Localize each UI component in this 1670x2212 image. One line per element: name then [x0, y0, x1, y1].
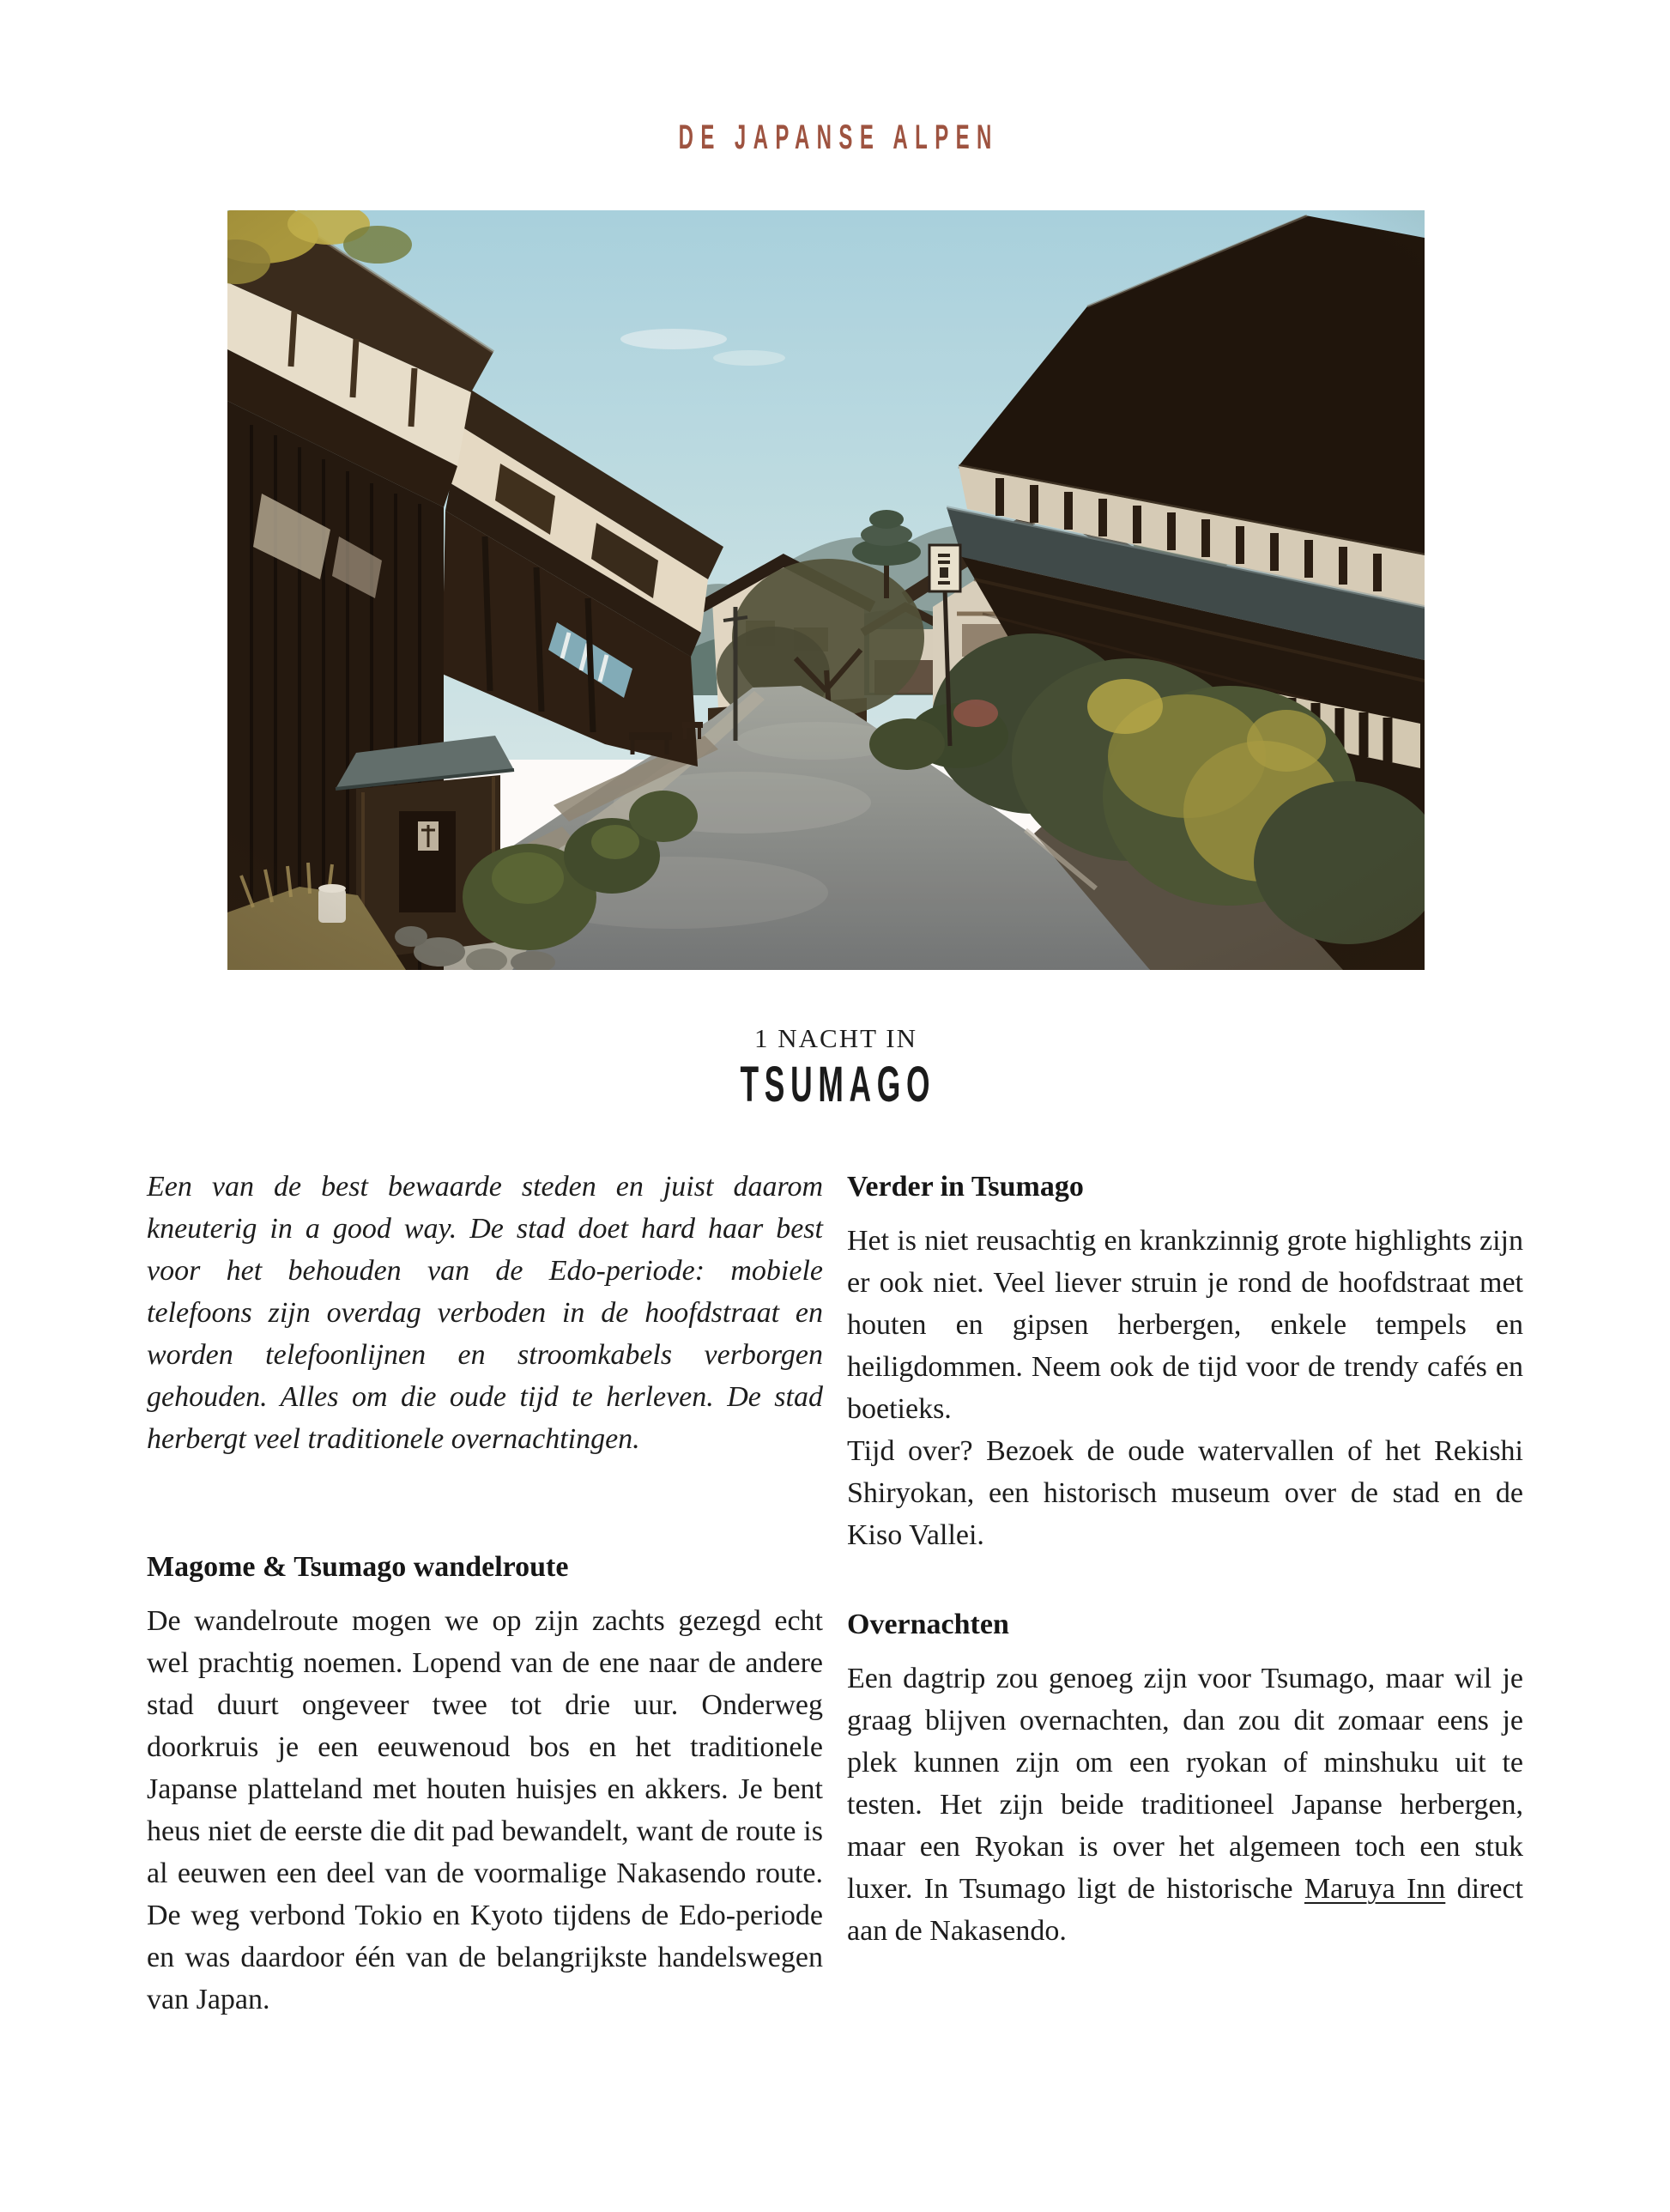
left-column [147, 1166, 823, 2021]
intro-paragraph: Een van de best bewaarde steden en juist daarom kneuterig in a good way. De stad doet hard haar best voor het behouden van de Edo-periode: mobiele telefoons zijn overdag verboden in de hoofdstraat en worden telefoonlijnen en stroomkabels verborgen gehouden. Alles om die oude tijd te herleven. De stad herbergt veel traditionele overnachtingen. [147, 1171, 823, 1455]
warm-filter-overlay [227, 210, 1425, 970]
heading-overnachten: Overnachten [847, 1609, 1009, 1640]
page-kicker: DE JAPANSE ALPEN [678, 118, 999, 156]
heading-verder-in-tsumago: Verder in Tsumago [847, 1171, 1084, 1203]
right-column [847, 1166, 1523, 2021]
heading-wandelroute: Magome & Tsumago wandelroute [147, 1551, 569, 1583]
verder-paragraph-1: Het is niet reusachtig en krankzinnig grote highlights zijn er ook niet. Veel liever struin je rond de hoofdstraat met houten en gipsen herbergen, enkele tempels en heiligdommen. Neem ook de tijd voor de trendy cafés en boetieks. [847, 1225, 1523, 1425]
section-title: TSUMAGO [740, 1057, 936, 1112]
wandelroute-paragraph: De wandelroute mogen we op zijn zachts gezegd echt wel prachtig noemen. Lopend van de ene naar de andere stad duurt ongeveer twee tot drie uur. Onderweg doorkruis je een eeuwenoud bos en het traditionele Japanse platteland met houten huisjes en akkers. Je bent heus niet de eerste die dit pad bewandelt, want de route is al eeuwen een deel van de voormalige Nakasendo route. De weg verbond Tokio en Kyoto tijdens de Edo-periode en was daardoor één van de belangrijkste handelswegen van Japan. [147, 1605, 823, 2015]
article-columns [147, 1166, 1523, 2021]
tsumago-street-illustration [227, 210, 1425, 970]
tsumago-street-photo [227, 210, 1425, 970]
maruya-inn-link[interactable]: Maruya Inn [1304, 1873, 1446, 1905]
overnachten-text-pre: Een dagtrip zou genoeg zijn voor Tsumago, maar wil je graag blijven overnachten, dan zou dit zomaar eens je plek kunnen zijn om een ryokan of minshuku uit te testen. Het zijn beide traditioneel Japanse herbergen, maar een Ryokan is over het algemeen toch een stuk luxer. In Tsumago ligt de historische [847, 1663, 1523, 1905]
overnachten-paragraph [847, 1657, 1523, 1952]
overnachten-text-post: direct aan de Nakasendo. [847, 1873, 1523, 1947]
section-eyebrow: 1 NACHT IN [754, 1023, 917, 1053]
verder-paragraph-2: Tijd over? Bezoek de oude watervallen of het Rekishi Shiryokan, een historisch museum over de stad en de Kiso Vallei. [847, 1435, 1523, 1551]
